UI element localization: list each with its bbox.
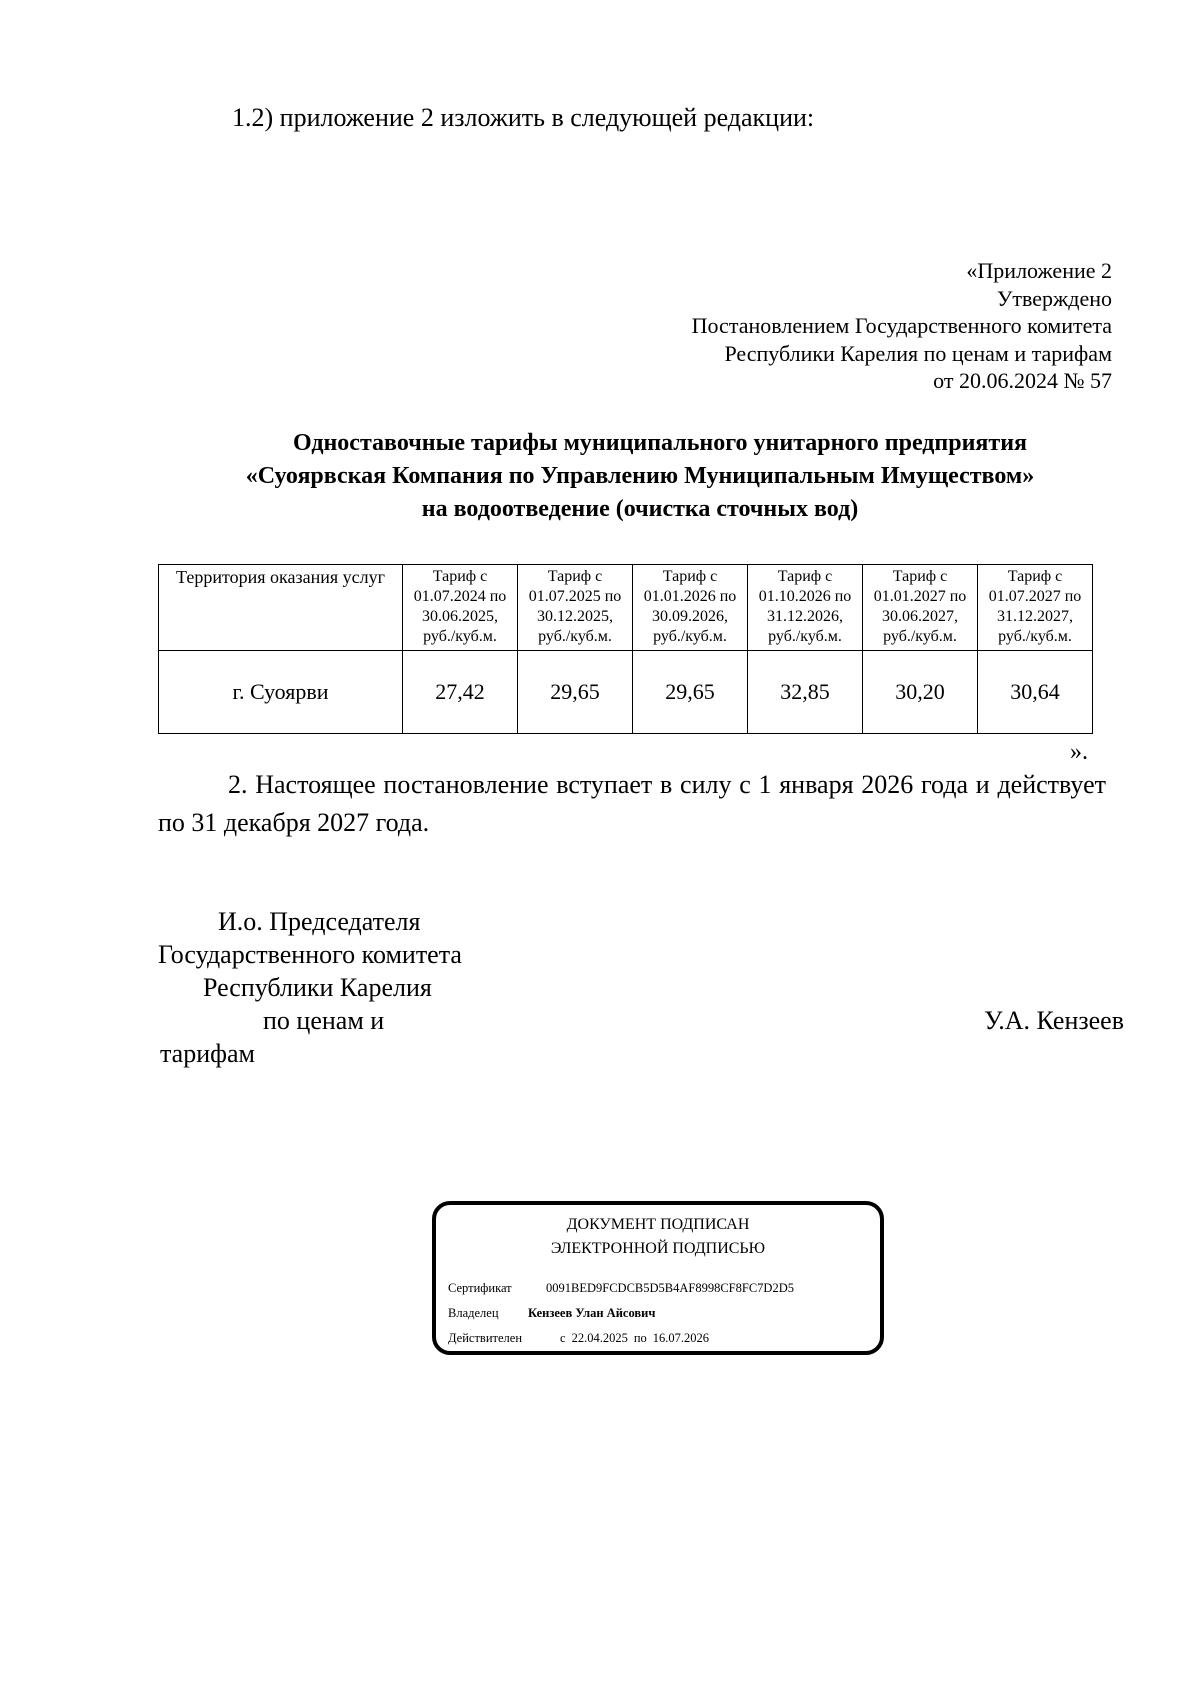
tariff-period-header	[403, 565, 518, 651]
header-line: Тариф с	[777, 568, 833, 585]
title-line-3: на водоотведение (очистка сточных вод)	[421, 496, 859, 522]
title-line-1: Одноставочные тарифы муниципального унитарного предприятия	[292, 430, 1028, 456]
tariff-period-header	[633, 565, 748, 651]
valid-to-date: 16.07.2026	[652, 1331, 710, 1345]
territory-header: Территория оказания услуг	[159, 565, 403, 651]
tariff-period-header	[978, 565, 1093, 651]
position-line: Государственного комитета	[158, 940, 462, 969]
tariff-value-cell: 29,65	[633, 651, 748, 734]
header-line: руб./куб.м.	[653, 628, 727, 645]
header-line: руб./куб.м.	[538, 628, 612, 645]
table-header-row	[159, 565, 1093, 651]
valid-from-prefix: с	[560, 1331, 566, 1345]
tariff-value-cell: 27,42	[403, 651, 518, 734]
validity-label: Действителен	[448, 1331, 523, 1345]
closing-quote: ».	[1070, 739, 1088, 765]
appendix-number: «Приложение 2	[966, 258, 1112, 283]
certificate-label: Сертификат	[448, 1281, 512, 1295]
header-line: Тариф с	[662, 568, 718, 585]
appendix-resolution: Постановлением Государственного комитета	[691, 313, 1112, 338]
header-line: Тариф с	[1007, 568, 1063, 585]
effective-date-paragraph	[158, 766, 1106, 842]
tariff-value-cell: 29,65	[518, 651, 633, 734]
header-line: руб./куб.м.	[883, 628, 957, 645]
validity-row	[448, 1331, 709, 1346]
owner-label: Владелец	[448, 1306, 499, 1320]
header-line: руб./куб.м.	[768, 628, 842, 645]
position-line: И.о. Председателя	[218, 907, 421, 936]
tariff-period-header	[863, 565, 978, 651]
stamp-title-line: ЭЛЕКТРОННОЙ ПОДПИСЬЮ	[550, 1240, 766, 1257]
header-line: 01.01.2027 по	[873, 588, 967, 605]
stamp-title-line: ДОКУМЕНТ ПОДПИСАН	[566, 1216, 750, 1233]
appendix-date-number: от 20.06.2024 № 57	[933, 368, 1112, 393]
header-line: руб./куб.м.	[998, 628, 1072, 645]
position-line: по ценам и	[263, 1006, 385, 1035]
header-line: 01.10.2026 по	[758, 588, 852, 605]
header-line: 31.12.2026,	[767, 608, 843, 625]
position-line: Республики Карелия	[203, 973, 432, 1002]
document-title	[140, 427, 1140, 526]
tariff-period-header	[518, 565, 633, 651]
owner-row	[448, 1306, 655, 1321]
tariff-table	[158, 564, 1093, 734]
signatory-name: У.А. Кензеев	[984, 1006, 1124, 1035]
electronic-signature-stamp	[432, 1201, 884, 1355]
header-line: 30.06.2025,	[422, 608, 498, 625]
header-line: Тариф с	[547, 568, 603, 585]
header-line: 30.12.2025,	[537, 608, 613, 625]
header-line: 30.09.2026,	[652, 608, 728, 625]
appendix-approval-block	[692, 257, 1112, 395]
header-line: руб./куб.м.	[423, 628, 497, 645]
certificate-row	[448, 1281, 794, 1296]
header-line: 01.01.2026 по	[643, 588, 737, 605]
tariff-value-cell: 30,20	[863, 651, 978, 734]
header-line: Тариф с	[432, 568, 488, 585]
title-line-2: «Суоярвская Компания по Управлению Муниципальным Имуществом»	[245, 463, 1035, 489]
header-line: 01.07.2027 по	[988, 588, 1082, 605]
tariff-value-cell: 32,85	[748, 651, 863, 734]
territory-cell: г. Суоярви	[159, 651, 403, 734]
position-line: тарифам	[160, 1039, 255, 1068]
valid-to-prefix: по	[633, 1331, 647, 1345]
paragraph-2-text: 2. Настоящее постановление вступает в силу с 1 января 2026 года и действует по 31 декабря 2027 года.	[158, 770, 1106, 837]
table-row	[159, 651, 1093, 734]
signatory-position	[158, 905, 462, 1070]
amendment-intro: 1.2) приложение 2 изложить в следующей редакции:	[232, 103, 815, 132]
stamp-title	[436, 1213, 880, 1261]
header-line: 01.07.2024 по	[413, 588, 507, 605]
tariff-value-cell: 30,64	[978, 651, 1093, 734]
header-line: 01.07.2025 по	[528, 588, 622, 605]
header-line: 30.06.2027,	[882, 608, 958, 625]
header-line: Тариф с	[892, 568, 948, 585]
valid-from-date: 22.04.2025	[571, 1331, 628, 1345]
header-line: 31.12.2027,	[997, 608, 1073, 625]
appendix-committee: Республики Карелия по ценам и тарифам	[724, 340, 1112, 366]
tariff-period-header	[748, 565, 863, 651]
appendix-approved: Утверждено	[996, 285, 1112, 311]
owner-value: Кензеев Улан Айсович	[528, 1306, 656, 1320]
certificate-value: 0091BED9FCDCB5D5B4AF8998CF8FC7D2D5	[546, 1281, 794, 1295]
